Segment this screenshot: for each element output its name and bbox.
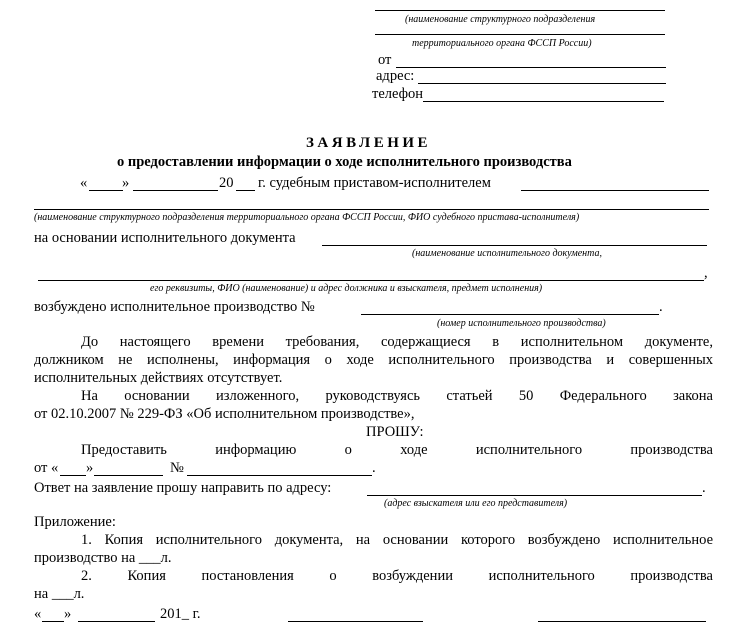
caption-proceeding: (номер исполнительного производства) — [437, 318, 606, 329]
footer-date-day-line — [42, 621, 64, 622]
paragraph-2-line-1: На основании изложенного, руководствуясь статьей 50 Федерального закона — [81, 388, 713, 404]
doc-details-comma: , — [704, 265, 708, 281]
signature-line — [288, 621, 423, 622]
reply-address-line — [367, 495, 702, 496]
structure-line-2 — [375, 34, 665, 35]
caption-bailiff: (наименование структурного подразделения территориального органа ФССП России, ФИО судебного пристава-исполнителя) — [34, 212, 580, 223]
attachment-1-line-1: 1. Копия исполнительного документа, на основании которого возбуждено исполнительное — [81, 532, 713, 548]
executive-doc-line — [322, 245, 707, 246]
caption-structure-2: территориального органа ФССП России) — [412, 38, 592, 49]
from-label: от — [378, 52, 392, 68]
provide-line: Предоставить информацию о ходе исполнительного производства — [81, 442, 713, 458]
request-heading: ПРОШУ: — [366, 424, 424, 440]
number-period: . — [372, 460, 376, 476]
number-sign: № — [170, 460, 184, 476]
caption-doc-details: его реквизиты, ФИО (наименование) и адрес должника и взыскателя, предмет исполнения) — [150, 283, 543, 294]
document-subtitle: о предоставлении информации о ходе исполнительного производства — [117, 154, 572, 170]
footer-date-close: » — [64, 606, 72, 622]
caption-executive-doc: (наименование исполнительного документа, — [412, 248, 602, 259]
number-line — [187, 475, 372, 476]
document-title: ЗАЯВЛЕНИЕ — [306, 135, 432, 151]
phone-line — [423, 101, 664, 102]
attachment-1-line-2: производство на ___л. — [34, 550, 172, 566]
attachment-2-line-1: 2. Копия постановления о возбуждении исполнительного производства — [81, 568, 713, 584]
bailiff-full-line — [34, 209, 709, 210]
attachment-2-line-2: на ___л. — [34, 586, 85, 602]
address-line — [418, 83, 666, 84]
footer-date-month-line — [78, 621, 155, 622]
from-date-close: » — [86, 460, 94, 476]
paragraph-1-line-2: должником не исполнены, информация о ходе исполнительного производства и совершенных — [34, 352, 713, 368]
name-line — [538, 621, 706, 622]
basis-text: на основании исполнительного документа — [34, 230, 296, 246]
paragraph-1-line-1: До настоящего времени требования, содержащиеся в исполнительном документе, — [81, 334, 713, 350]
from-date-day-line — [60, 475, 86, 476]
bailiff-text: г. судебным приставом-исполнителем — [258, 175, 491, 191]
date-open-quote: « — [80, 175, 88, 191]
caption-structure-1: (наименование структурного подразделения — [405, 14, 596, 25]
footer-year: 201_ г. — [160, 606, 201, 622]
address-label: адрес: — [376, 68, 415, 84]
year-prefix: 20 — [219, 175, 234, 191]
footer-date-open: « — [34, 606, 42, 622]
date-day-line — [89, 190, 123, 191]
proceeding-period: . — [659, 299, 663, 315]
paragraph-2-line-2: от 02.10.2007 № 229-ФЗ «Об исполнительном производстве», — [34, 406, 415, 422]
from-date-open: от « — [34, 460, 59, 476]
date-close-quote: » — [122, 175, 130, 191]
structure-line-1 — [375, 10, 665, 11]
phone-label: телефон — [372, 86, 424, 102]
caption-reply: (адрес взыскателя или его представителя) — [384, 498, 568, 509]
reply-text: Ответ на заявление прошу направить по адресу: — [34, 480, 332, 496]
paragraph-1-line-3: исполнительных действиях отсутствует. — [34, 370, 283, 386]
doc-details-line — [38, 280, 704, 281]
from-date-month-line — [94, 475, 163, 476]
year-line — [236, 190, 255, 191]
from-line — [396, 67, 666, 68]
attachments-heading: Приложение: — [34, 514, 116, 530]
bailiff-line — [521, 190, 709, 191]
reply-period: . — [702, 480, 706, 496]
proceeding-number-line — [361, 314, 659, 315]
date-month-line — [133, 190, 218, 191]
initiated-text: возбуждено исполнительное производство № — [34, 299, 315, 315]
